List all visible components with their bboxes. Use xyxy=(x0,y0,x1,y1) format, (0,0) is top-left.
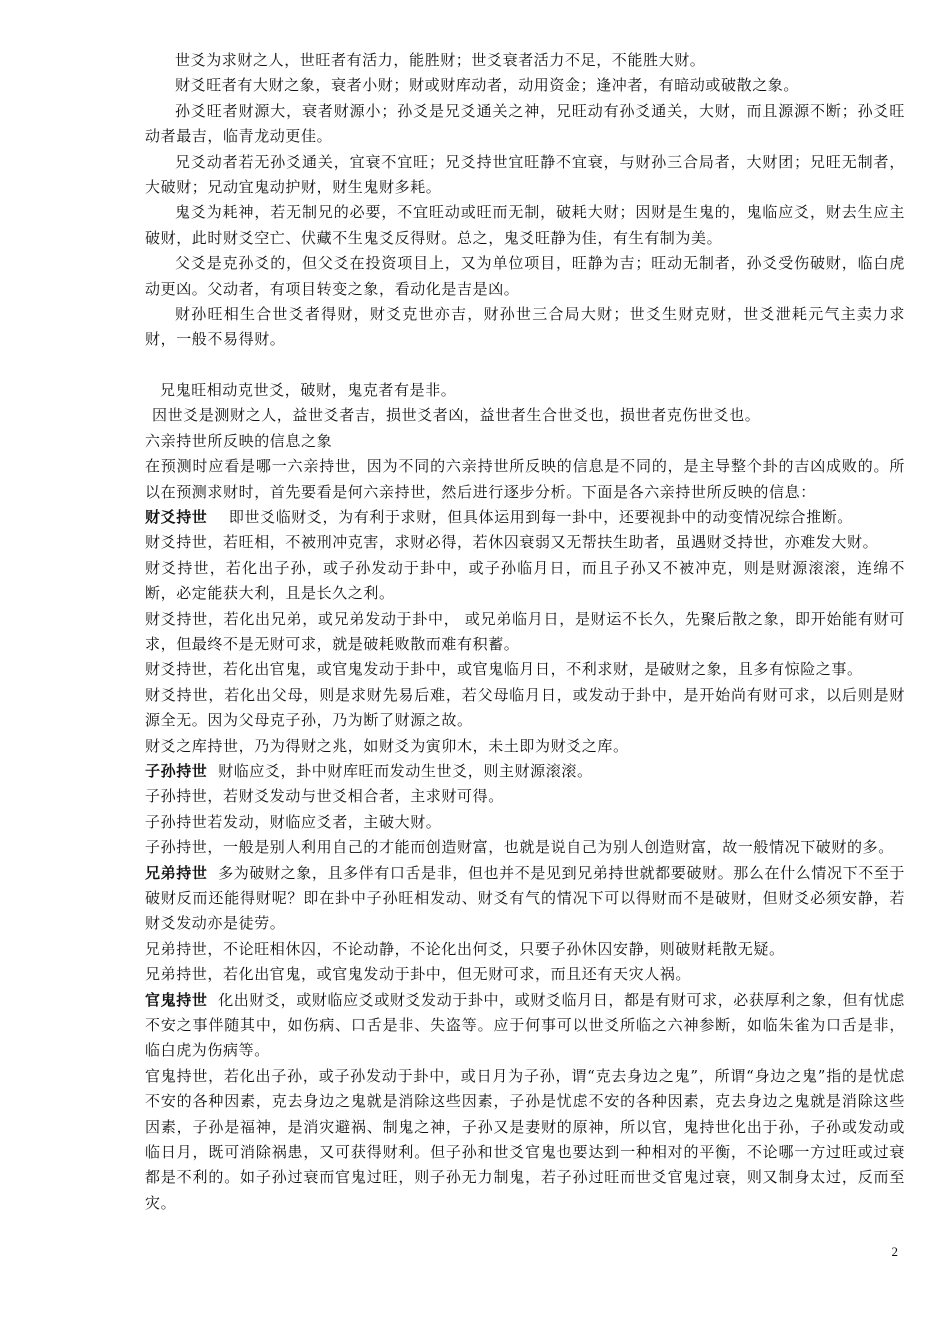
guangui-lead-text: 化出财爻，或财临应爻或财爻发动于卦中，或财爻临月日，都是有财可求，必获厚利之象，但有忧虑不安之事伴随其中，如伤病、口舌是非、失盗等。应于何事可以世爻所临之六神参断，如临朱雀为口舌是非，临白虎为伤病等。 xyxy=(145,990,905,1060)
xiongdi-lead-text: 多为破财之象，且多伴有口舌是非，但也并不是见到兄弟持世就都要破财。那么在什么情况下不至于破财反而还能得财呢？即在卦中子孙旺相发动、财爻有气的情况下可以得财而不是破财，但财爻必须安静，若财爻发动亦是徒劳。 xyxy=(145,863,905,933)
cai-section-lead xyxy=(145,505,905,530)
cai-item: 财爻持世，若旺相，不被刑冲克害，求财必得，若休囚衰弱又无帮扶生助者，虽遇财爻持世，亦难发大财。 xyxy=(145,533,879,552)
section-title: 六亲持世所反映的信息之象 xyxy=(145,431,333,450)
xiongdi-section-lead xyxy=(145,861,905,937)
guangui-heading: 官鬼持世 xyxy=(145,990,208,1009)
zisun-item: 子孙持世若发动，财临应爻者，主破大财。 xyxy=(145,812,442,831)
paragraph: 财孙旺相生合世爻者得财，财爻克世亦吉，财孙世三合局大财；世爻生财克财，世爻泄耗元气主卖力求财，一般不易得财。 xyxy=(145,305,905,349)
paragraph: 鬼爻为耗神，若无制兄的必要，不宜旺动或旺而无制，破耗大财；因财是生鬼的，鬼临应爻，财去生应主破财，此时财爻空亡、伏藏不生鬼爻反得财。总之，鬼爻旺静为佳，有生有制为美。 xyxy=(145,203,905,247)
document-page xyxy=(145,48,905,1216)
cai-item: 财爻持世，若化出父母，则是求财先易后难，若父母临月日，或发动于卦中，是开始尚有财可求，以后则是财源全无。因为父母克子孙，乃为断了财源之故。 xyxy=(145,685,905,730)
guangui-section-lead xyxy=(145,988,905,1064)
zisun-item: 子孙持世，一般是别人利用自己的才能而创造财富，也就是说自己为别人创造财富，故一般情况下破财的多。 xyxy=(145,838,894,857)
paragraph: 世爻为求财之人，世旺者有活力，能胜财；世爻衰者活力不足，不能胜大财。 xyxy=(175,51,706,69)
cai-heading: 财爻持世 xyxy=(145,507,208,526)
paragraph: 兄鬼旺相动克世爻，破财，鬼克者有是非。 xyxy=(160,380,457,399)
zisun-item: 子孙持世，若财爻发动与世爻相合者，主求财可得。 xyxy=(145,787,504,806)
cai-item: 财爻之库持世，乃为得财之兆，如财爻为寅卯木，未土即为财爻之库。 xyxy=(145,736,629,755)
zisun-lead-text: 财临应爻，卦中财库旺而发动生世爻，则主财源滚滚。 xyxy=(218,761,593,780)
cai-item: 财爻持世，若化出兄弟，或兄弟发动于卦中， 或兄弟临月日，是财运不长久，先聚后散之象，即开始能有财可求，但最终不是无财可求，就是破耗败散而难有积蓄。 xyxy=(145,609,905,653)
xiongdi-heading: 兄弟持世 xyxy=(145,863,208,882)
paragraph: 兄爻动者若无孙爻通关，宜衰不宜旺；兄爻持世宜旺静不宜衰，与财孙三合局者，大财团；兄旺无制者，大破财；兄动宜鬼动护财，财生鬼财多耗。 xyxy=(145,152,905,197)
blank-line xyxy=(145,353,905,378)
cai-item: 财爻持世，若化出官鬼，或官鬼发动于卦中，或官鬼临月日，不利求财，是破财之象，且多有惊险之事。 xyxy=(145,660,863,679)
zisun-section-lead xyxy=(145,759,905,784)
intro-paragraph: 在预测时应看是哪一六亲持世，因为不同的六亲持世所反映的信息是不同的，是主导整个卦的吉凶成败的。所以在预测求财时，首先要看是何六亲持世，然后进行逐步分析。下面是各六亲持世所反映的信息： xyxy=(145,457,905,501)
paragraph: 孙爻旺者财源大，衰者财源小；孙爻是兄爻通关之神，兄旺动有孙爻通关，大财，而且源源不断；孙爻旺动者最吉，临青龙动更佳。 xyxy=(145,101,905,146)
cai-lead-text: 即世爻临财爻，为有利于求财，但具体运用到每一卦中，还要视卦中的动变情况综合推断。 xyxy=(228,507,853,526)
paragraph: 因世爻是测财之人，益世爻者吉，损世爻者凶，益世者生合世爻也，损世者克伤世爻也。 xyxy=(152,406,761,425)
xiongdi-item: 兄弟持世，不论旺相休囚，不论动静，不论化出何爻，只要子孙休囚安静，则破财耗散无疑。 xyxy=(145,939,785,958)
page-number: 2 xyxy=(891,1244,898,1259)
paragraph: 父爻是克孙爻的，但父爻在投资项目上，又为单位项目，旺静为吉；旺动无制者，孙爻受伤破财，临白虎动更凶。父动者，有项目转变之象，看动化是吉是凶。 xyxy=(145,254,905,298)
paragraph: 财爻旺者有大财之象，衰者小财；财或财库动者，动用资金；逢冲者，有暗动或破散之象。 xyxy=(175,76,800,95)
guangui-item: 官鬼持世，若化出子孙，或子孙发动于卦中，或日月为子孙，谓“克去身边之鬼”，所谓“身边之鬼”指的是忧虑不安的各种因素，克去身边之鬼就是消除这些因素，子孙是忧虑不安的各种因素，克去身边之鬼就是消除这些因素，子孙是福神，是消灾避祸、制鬼之神，子孙又是妻财的原神，所以官，鬼持世化出于孙，子孙或发动或临日月，既可消除祸患，又可获得财利。但子孙和世爻官鬼也要达到一种相对的平衡，不论哪一方过旺或过衰都是不利的。如子孙过衰而官鬼过旺，则子孙无力制鬼，若子孙过旺而世爻官鬼过衰，则又制身太过，反而至灾。 xyxy=(145,1066,905,1212)
zisun-heading: 子孙持世 xyxy=(145,761,208,780)
cai-item: 财爻持世，若化出子孙，或子孙发动于卦中，或子孙临月日，而且子孙又不被冲克，则是财源滚滚，连绵不断，必定能获大利，且是长久之利。 xyxy=(145,558,905,603)
xiongdi-item: 兄弟持世，若化出官鬼，或官鬼发动于卦中，但无财可求，而且还有天灾人祸。 xyxy=(145,965,692,984)
